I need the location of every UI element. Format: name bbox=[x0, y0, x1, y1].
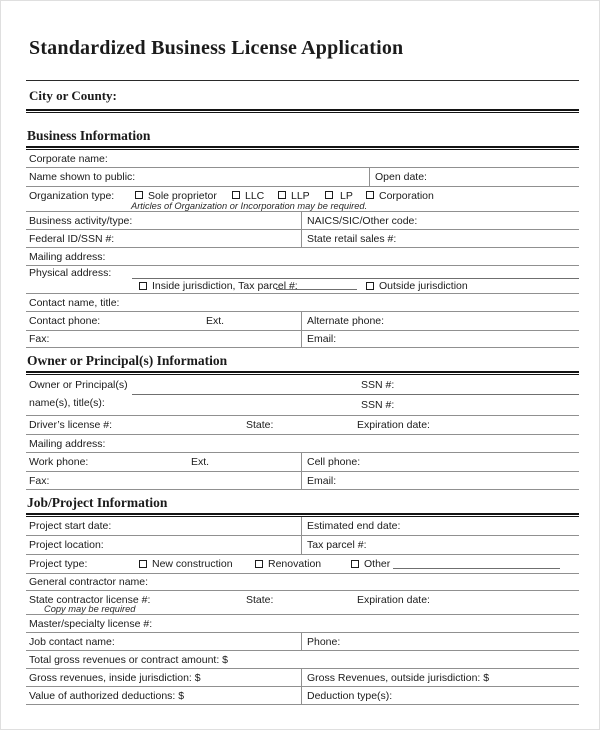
job-phone-label: Phone: bbox=[307, 635, 341, 648]
field-row-work-phone[interactable] bbox=[26, 453, 579, 472]
business-fax-label: Fax: bbox=[29, 333, 50, 345]
business-email-label: Email: bbox=[307, 333, 337, 345]
outside-jurisdiction-checkbox[interactable] bbox=[366, 282, 374, 290]
column-divider bbox=[301, 453, 302, 471]
copy-required-note: Copy may be required bbox=[44, 604, 136, 614]
new-construction-label: New construction bbox=[152, 558, 233, 570]
job-expiration-label: Expiration date: bbox=[357, 594, 430, 606]
corporation-label: Corporation bbox=[379, 190, 434, 202]
corporation-checkbox[interactable] bbox=[366, 191, 374, 199]
cell-phone-label: Cell phone: bbox=[307, 456, 361, 468]
lp-checkbox[interactable] bbox=[325, 191, 333, 199]
estimated-end-label: Estimated end date: bbox=[307, 520, 401, 532]
other-checkbox[interactable] bbox=[351, 560, 359, 568]
contact-name-label: Contact name, title: bbox=[29, 296, 120, 309]
owner-fax-label: Fax: bbox=[29, 474, 50, 487]
owner-state-label: State: bbox=[246, 419, 274, 431]
name-shown-label: Name shown to public: bbox=[29, 171, 136, 183]
field-row-physical-address[interactable] bbox=[26, 266, 579, 279]
column-divider bbox=[369, 168, 370, 186]
contact-phone-label: Contact phone: bbox=[29, 315, 101, 327]
organization-type-label: Organization type: bbox=[29, 190, 115, 202]
drivers-license-label: Driver’s license #: bbox=[29, 419, 113, 431]
field-row-organization-type bbox=[26, 187, 579, 212]
other-write-line[interactable] bbox=[393, 568, 560, 569]
llc-label: LLC bbox=[245, 190, 265, 202]
page-title: Standardized Business License Application bbox=[29, 37, 404, 59]
other-label: Other bbox=[364, 558, 391, 570]
master-license-label: Master/specialty license #: bbox=[29, 617, 153, 630]
gross-outside-label: Gross Revenues, outside jurisdiction: $ bbox=[307, 671, 490, 684]
field-row-project-location[interactable] bbox=[26, 536, 579, 555]
work-phone-label: Work phone: bbox=[29, 456, 89, 468]
renovation-checkbox[interactable] bbox=[255, 560, 263, 568]
field-row-master-license[interactable] bbox=[26, 615, 579, 633]
field-row-mailing-address[interactable] bbox=[26, 248, 579, 266]
field-row-contact-name[interactable] bbox=[26, 294, 579, 312]
deduction-type-label: Deduction type(s): bbox=[307, 689, 393, 702]
sole-proprietor-checkbox[interactable] bbox=[135, 191, 143, 199]
field-row-job-contact[interactable] bbox=[26, 633, 579, 651]
new-construction-checkbox[interactable] bbox=[139, 560, 147, 568]
value-deductions-label: Value of authorized deductions: $ bbox=[29, 689, 185, 702]
column-divider bbox=[301, 312, 302, 330]
section-heading-job: Job/Project Information bbox=[27, 495, 168, 510]
form-content bbox=[26, 1, 579, 705]
job-state-label: State: bbox=[246, 594, 274, 606]
column-divider bbox=[301, 472, 302, 489]
organization-note: Articles of Organization or Incorporation may be required. bbox=[131, 200, 368, 211]
field-row-contact-phone[interactable] bbox=[26, 312, 579, 331]
llp-label: LLP bbox=[291, 190, 310, 202]
column-divider bbox=[301, 633, 302, 650]
field-row-total-gross[interactable] bbox=[26, 651, 579, 669]
field-row-project-type bbox=[26, 555, 579, 574]
federal-id-label: Federal ID/SSN #: bbox=[29, 232, 115, 245]
lp-label: LP bbox=[340, 190, 353, 202]
llc-checkbox[interactable] bbox=[232, 191, 240, 199]
work-phone-ext-label: Ext. bbox=[191, 456, 210, 468]
field-row-federal-id[interactable] bbox=[26, 230, 579, 248]
city-or-county-label: City or County: bbox=[29, 88, 117, 103]
job-contact-label: Job contact name: bbox=[29, 635, 115, 648]
column-divider bbox=[301, 230, 302, 247]
field-row-name-shown-open-date[interactable] bbox=[26, 168, 579, 187]
project-location-label: Project location: bbox=[29, 539, 104, 551]
business-activity-label: Business activity/type: bbox=[29, 214, 133, 227]
project-start-label: Project start date: bbox=[29, 520, 112, 532]
column-divider bbox=[301, 331, 302, 347]
alternate-phone-label: Alternate phone: bbox=[307, 315, 385, 327]
field-row-deductions[interactable] bbox=[26, 687, 579, 705]
city-or-county-field[interactable] bbox=[26, 81, 579, 109]
owner-expiration-label: Expiration date: bbox=[357, 419, 430, 431]
field-row-jurisdiction bbox=[26, 279, 579, 294]
owner-email-label: Email: bbox=[307, 474, 337, 487]
owner-mailing-address-label: Mailing address: bbox=[29, 437, 106, 450]
corporate-name-label: Corporate name: bbox=[29, 152, 108, 165]
column-divider bbox=[301, 536, 302, 554]
field-row-business-fax-email[interactable] bbox=[26, 331, 579, 348]
inside-jurisdiction-checkbox[interactable] bbox=[139, 282, 147, 290]
field-row-state-license[interactable] bbox=[26, 591, 579, 615]
field-row-gross-revenues[interactable] bbox=[26, 669, 579, 687]
state-license-label: State contractor license #: bbox=[29, 594, 151, 606]
naics-label: NAICS/SIC/Other code: bbox=[307, 214, 418, 227]
job-tax-parcel-label: Tax parcel #: bbox=[307, 539, 367, 551]
field-row-drivers-license[interactable] bbox=[26, 416, 579, 435]
field-row-owner-names[interactable] bbox=[26, 375, 579, 416]
field-row-general-contractor[interactable] bbox=[26, 574, 579, 591]
field-row-project-start[interactable] bbox=[26, 517, 579, 536]
ssn2-label: SSN #: bbox=[361, 399, 395, 411]
sole-proprietor-label: Sole proprietor bbox=[148, 190, 217, 202]
open-date-label: Open date: bbox=[375, 171, 427, 183]
column-divider bbox=[301, 212, 302, 229]
mailing-address-label: Mailing address: bbox=[29, 250, 106, 263]
llp-checkbox[interactable] bbox=[278, 191, 286, 199]
contact-phone-ext-label: Ext. bbox=[206, 315, 225, 327]
section-heading-business: Business Information bbox=[27, 128, 151, 143]
inside-jurisdiction-label: Inside jurisdiction, Tax parcel #: bbox=[152, 280, 298, 292]
ssn1-label: SSN #: bbox=[361, 379, 395, 391]
column-divider bbox=[301, 687, 302, 704]
renovation-label: Renovation bbox=[268, 558, 322, 570]
owner-name-label-line1: Owner or Principal(s) bbox=[29, 379, 128, 391]
field-row-business-activity[interactable] bbox=[26, 212, 579, 230]
owner-names-write-line[interactable] bbox=[132, 394, 579, 395]
physical-address-label: Physical address: bbox=[29, 266, 112, 279]
field-row-owner-fax-email[interactable] bbox=[26, 472, 579, 490]
general-contractor-label: General contractor name: bbox=[29, 576, 149, 588]
outside-jurisdiction-label: Outside jurisdiction bbox=[379, 280, 468, 292]
project-type-label: Project type: bbox=[29, 558, 88, 570]
column-divider bbox=[301, 669, 302, 686]
owner-name-label-line2: name(s), title(s): bbox=[29, 397, 105, 409]
column-divider bbox=[301, 517, 302, 535]
gross-inside-label: Gross revenues, inside jurisdiction: $ bbox=[29, 671, 201, 684]
total-gross-label: Total gross revenues or contract amount: $ bbox=[29, 653, 229, 666]
section-heading-owner: Owner or Principal(s) Information bbox=[27, 353, 228, 368]
tax-parcel-write-line[interactable] bbox=[276, 289, 357, 290]
field-row-corporate-name[interactable] bbox=[26, 150, 579, 168]
field-row-owner-mailing-address[interactable] bbox=[26, 435, 579, 453]
state-retail-label: State retail sales #: bbox=[307, 232, 397, 245]
divider-heavy bbox=[26, 109, 579, 113]
